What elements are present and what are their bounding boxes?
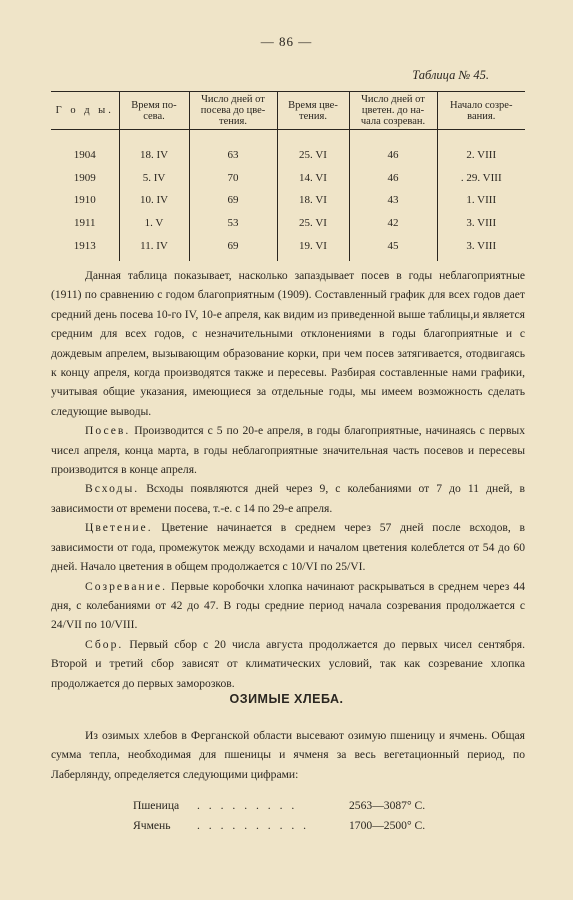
winter-crops-text xyxy=(51,726,525,784)
cell-year: 1911 xyxy=(73,217,96,230)
cell-days-to-ripening: 43 xyxy=(349,189,437,212)
cell-year: 1913 xyxy=(73,239,96,252)
cell-sowing-time: 1. V xyxy=(119,212,189,235)
crop-row-wheat xyxy=(133,799,453,817)
crop-name: Пшеница xyxy=(133,799,180,812)
data-table xyxy=(51,91,525,261)
cell-days-to-ripening: 46 xyxy=(349,144,437,167)
cell-sowing-time: 5. IV xyxy=(119,167,189,190)
cell-flowering-time: 19. VI xyxy=(277,234,349,261)
crop-name: Ячмень xyxy=(133,819,171,832)
table-header-row xyxy=(51,92,525,130)
cell-ripening-start: 1. VIII xyxy=(437,189,525,212)
cell-days-to-flowering: 63 xyxy=(189,144,277,167)
cell-days-to-flowering: 53 xyxy=(189,212,277,235)
header-flowering-time: Время цве- тения. xyxy=(277,92,349,130)
section-shoots: Всходы. Всходы появляются дней через 9, с колебаниями от 7 до 11 дней, в зависимости от времени посева, т.-е. с 14 по 29-е апреля. xyxy=(51,482,525,515)
crop-range: 1700—2500° С. xyxy=(349,819,426,832)
section-sowing: Посев. Производится с 5 по 20-е апреля, в годы благоприятные, начинаясь с первых чисел апреля, конца марта, в годы неблагоприятные значительная часть посевов и пересевы производится в конце апреля. xyxy=(51,424,525,477)
cell-days-to-ripening: 46 xyxy=(349,167,437,190)
crop-row-barley xyxy=(133,819,453,837)
header-years: Г о д ы. xyxy=(51,92,119,130)
table-label: Таблица № 45. xyxy=(412,68,489,82)
cell-days-to-flowering: 70 xyxy=(189,167,277,190)
cell-days-to-ripening: 42 xyxy=(349,212,437,235)
cell-days-to-flowering: 69 xyxy=(189,189,277,212)
section-heading: ОЗИМЫЕ ХЛЕБА. xyxy=(229,692,344,706)
paragraph-intro: Данная таблица показывает, насколько запаздывает посев в годы неблагоприятные (1911) по сравнению с годом благоприятным (1909). Составленный график для всех годов дает средний день посева 10-го IV, 10-е апреля, как видим из приведенной выше таблицы,и является средним для всех годов, с незначительными отклонениями в годы благоприятные и с дождевым апрелем, вызывающим образование корки, при чем посев затягивается, отодвигаясь к концу апреля, когда производятся также и пересевы. Разбирая составленные нами графики, учитывая общие указания, имеющиеся за отдельные годы, мы имеем возможность сделать следующие выводы. xyxy=(51,269,525,418)
table-row xyxy=(51,167,525,190)
table-row xyxy=(51,189,525,212)
table-row xyxy=(51,212,525,235)
table-row xyxy=(51,144,525,167)
leader-dots: . . . . . . . . . . xyxy=(197,819,310,832)
header-days-to-ripening: Число дней от цветен. до на- чала созреван. xyxy=(349,92,437,130)
cell-ripening-start: 3. VIII xyxy=(437,212,525,235)
cell-flowering-time: 14. VI xyxy=(277,167,349,190)
section-flowering: Цветение. Цветение начинается в среднем через 57 дней после всходов, в зависимости от года, промежуток между всходами и началом цветения колеблется от 54 до 60 дней. Начало цветения в общем продолжается с 10/VI по 25/VI. xyxy=(51,521,525,574)
leader-dots: . . . . . . . . . xyxy=(197,799,298,812)
cell-flowering-time: 18. VI xyxy=(277,189,349,212)
cell-ripening-start: 3. VIII xyxy=(437,234,525,261)
cell-sowing-time: 11. IV xyxy=(119,234,189,261)
page-number: — 86 — xyxy=(260,34,313,49)
cell-sowing-time: 18. IV xyxy=(119,144,189,167)
cell-sowing-time: 10. IV xyxy=(119,189,189,212)
cell-year: 1909 xyxy=(73,171,96,184)
cell-flowering-time: 25. VI xyxy=(277,212,349,235)
section-ripening: Созревание. Первые коробочки хлопка начинают раскрываться в среднем через 44 дня, с колебаниями от 42 до 47. В годы средние период начала созревания продолжается с 24/VII по 10/VIII. xyxy=(51,579,525,632)
header-sowing-time: Время по- сева. xyxy=(119,92,189,130)
cell-year: 1910 xyxy=(73,194,96,207)
cell-days-to-flowering: 69 xyxy=(189,234,277,261)
cell-flowering-time: 25. VI xyxy=(277,144,349,167)
body-text xyxy=(51,266,525,693)
paragraph-winter: Из озимых хлебов в Ферганской области высевают озимую пшеницу и ячмень. Общая сумма тепла, необходимая для пшеницы и ячменя за весь вегетационный период, по Лаберлянду, определяется следующими цифрами: xyxy=(51,729,525,781)
cell-ripening-start: 2. VIII xyxy=(437,144,525,167)
header-ripening-start: Начало созре- вания. xyxy=(437,92,525,130)
cell-year: 1904 xyxy=(73,149,96,162)
cell-days-to-ripening: 45 xyxy=(349,234,437,261)
cell-ripening-start: . 29. VIII xyxy=(437,167,525,190)
table-row xyxy=(51,234,525,261)
section-harvest: Сбор. Первый сбор с 20 числа августа продолжается до первых чисел сентября. Второй и третий сбор зависят от климатических условий, так как созревание хлопка продолжается до первых заморозков. xyxy=(51,637,525,690)
header-days-to-flowering: Число дней от посева до цве- тения. xyxy=(189,92,277,130)
crop-range: 2563—3087° С. xyxy=(349,799,426,812)
